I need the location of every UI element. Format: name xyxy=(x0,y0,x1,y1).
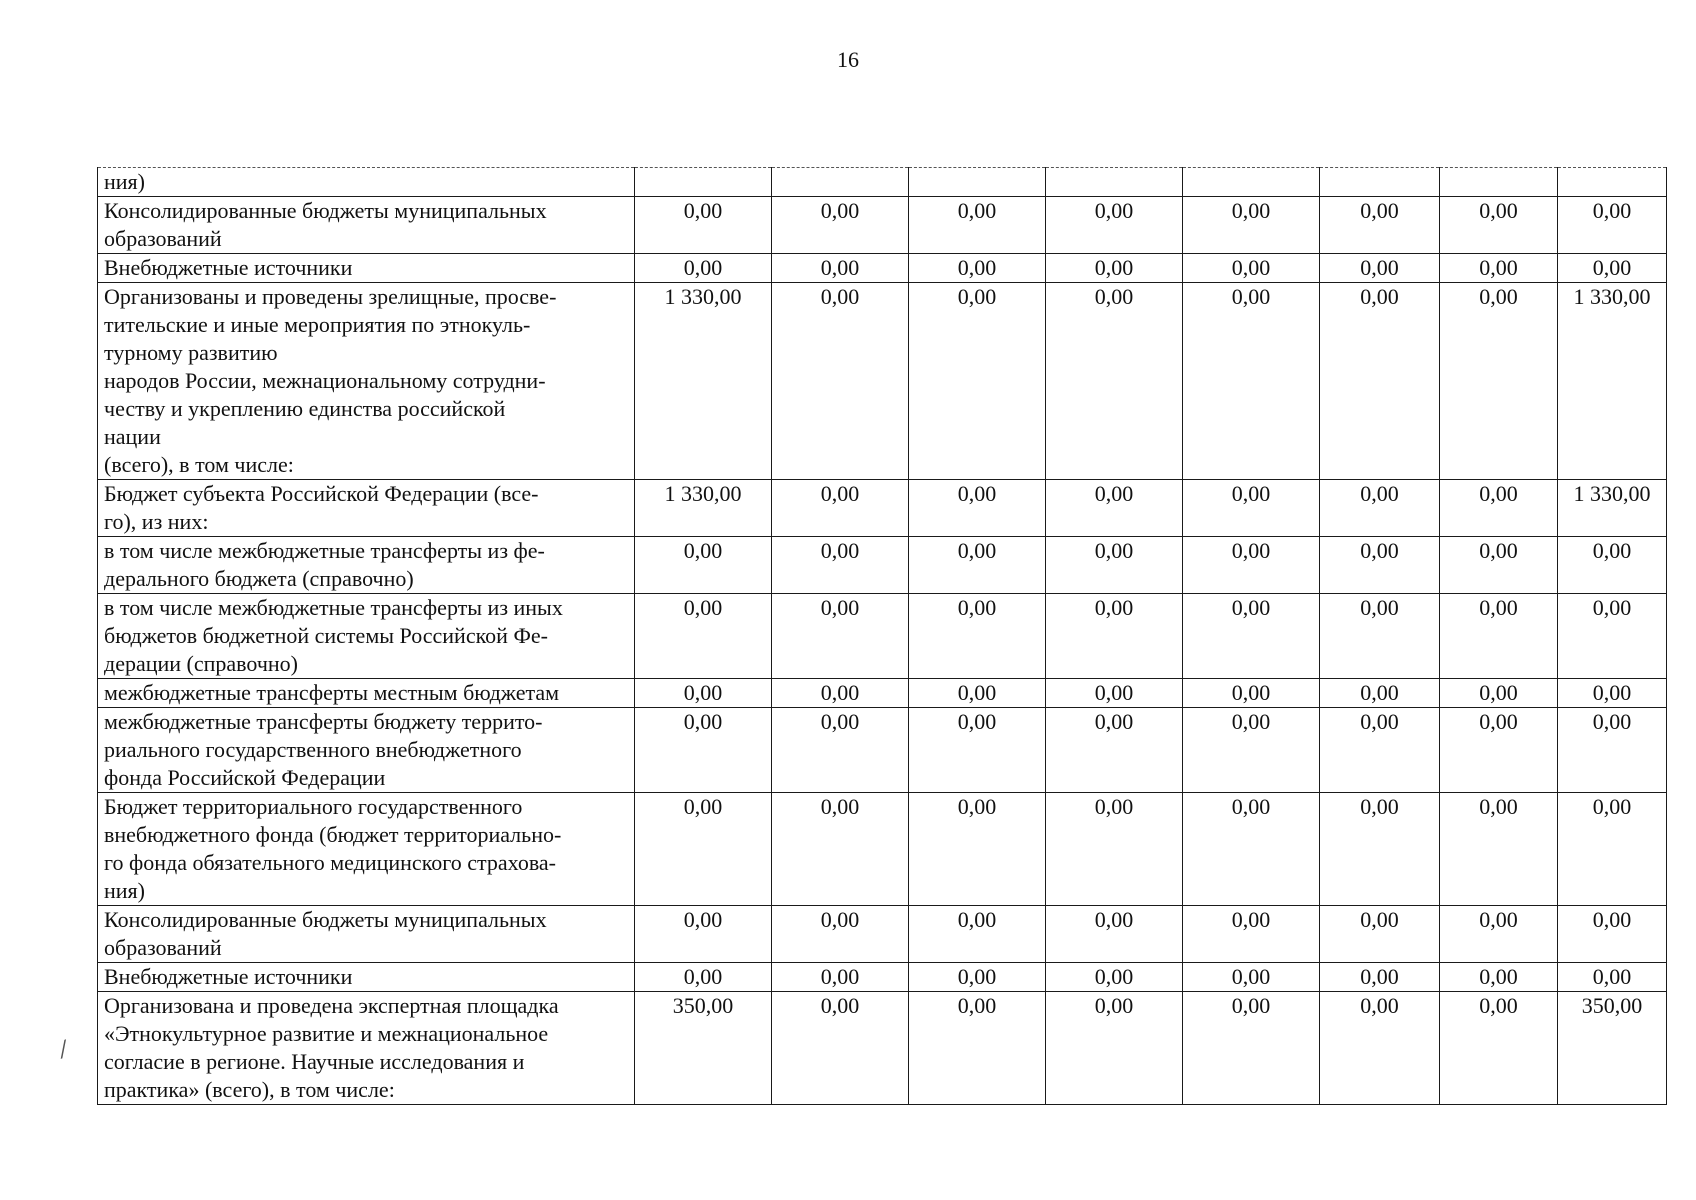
table-row xyxy=(98,679,1667,708)
value-cell: 0,00 xyxy=(1440,963,1558,992)
value-cell: 0,00 xyxy=(1183,679,1320,708)
value-cell: 0,00 xyxy=(635,793,772,906)
row-description xyxy=(98,793,635,906)
value-cell: 0,00 xyxy=(1183,906,1320,963)
value-cell: 0,00 xyxy=(1046,594,1183,679)
value-cell: 0,00 xyxy=(1440,992,1558,1105)
row-description xyxy=(98,906,635,963)
description-line: риального государственного внебюджетного xyxy=(104,737,522,762)
value-cell: 0,00 xyxy=(1320,793,1440,906)
value-cell: 0,00 xyxy=(1320,480,1440,537)
value-cell: 0,00 xyxy=(635,679,772,708)
value-cell: 0,00 xyxy=(772,197,909,254)
value-cell: 0,00 xyxy=(635,963,772,992)
table-row xyxy=(98,906,1667,963)
value-cell xyxy=(1440,168,1558,197)
value-cell: 0,00 xyxy=(1440,283,1558,480)
value-cell: 0,00 xyxy=(1558,197,1667,254)
value-cell: 0,00 xyxy=(635,197,772,254)
value-cell: 1 330,00 xyxy=(635,480,772,537)
value-cell: 0,00 xyxy=(1440,254,1558,283)
description-line: дерации (справочно) xyxy=(104,651,299,676)
description-line: Консолидированные бюджеты муниципальных xyxy=(104,907,547,932)
value-cell: 0,00 xyxy=(1183,283,1320,480)
value-cell: 0,00 xyxy=(1320,594,1440,679)
row-description xyxy=(98,594,635,679)
value-cell: 0,00 xyxy=(909,594,1046,679)
table-row xyxy=(98,197,1667,254)
value-cell: 0,00 xyxy=(909,906,1046,963)
value-cell: 0,00 xyxy=(1320,254,1440,283)
table-row xyxy=(98,480,1667,537)
table-row xyxy=(98,254,1667,283)
value-cell: 0,00 xyxy=(1440,906,1558,963)
value-cell: 0,00 xyxy=(772,480,909,537)
value-cell xyxy=(1320,168,1440,197)
value-cell xyxy=(1183,168,1320,197)
value-cell: 0,00 xyxy=(1558,679,1667,708)
value-cell: 350,00 xyxy=(1558,992,1667,1105)
value-cell: 0,00 xyxy=(909,679,1046,708)
description-line: согласие в регионе. Научные исследования и xyxy=(104,1049,525,1074)
description-line: нации xyxy=(104,424,161,449)
row-description xyxy=(98,254,635,283)
value-cell: 0,00 xyxy=(772,963,909,992)
value-cell: 0,00 xyxy=(1558,906,1667,963)
value-cell xyxy=(1046,168,1183,197)
value-cell: 0,00 xyxy=(1183,992,1320,1105)
value-cell: 0,00 xyxy=(772,537,909,594)
description-line: в том числе межбюджетные трансферты из фе- xyxy=(104,538,545,563)
description-line: Внебюджетные источники xyxy=(104,964,353,989)
value-cell: 0,00 xyxy=(1046,708,1183,793)
description-line: го фонда обязательного медицинского страхова- xyxy=(104,850,557,875)
value-cell: 0,00 xyxy=(909,197,1046,254)
value-cell: 0,00 xyxy=(772,992,909,1105)
table-body xyxy=(98,168,1667,1105)
value-cell: 0,00 xyxy=(635,708,772,793)
value-cell: 0,00 xyxy=(1440,793,1558,906)
value-cell: 0,00 xyxy=(1558,254,1667,283)
description-line: ния) xyxy=(104,169,145,194)
value-cell: 1 330,00 xyxy=(635,283,772,480)
description-line: турному развитию xyxy=(104,340,278,365)
value-cell: 0,00 xyxy=(772,708,909,793)
value-cell: 0,00 xyxy=(1320,963,1440,992)
row-description xyxy=(98,992,635,1105)
description-line: народов России, межнациональному сотрудни- xyxy=(104,368,546,393)
value-cell: 0,00 xyxy=(772,906,909,963)
description-line: межбюджетные трансферты местным бюджетам xyxy=(104,680,560,705)
description-line: дерального бюджета (справочно) xyxy=(104,566,414,591)
description-line: фонда Российской Федерации xyxy=(104,765,386,790)
description-line: (всего), в том числе: xyxy=(104,452,294,477)
value-cell: 0,00 xyxy=(772,793,909,906)
value-cell: 0,00 xyxy=(1046,283,1183,480)
table-row xyxy=(98,283,1667,480)
value-cell: 0,00 xyxy=(1183,537,1320,594)
row-description xyxy=(98,197,635,254)
value-cell: 0,00 xyxy=(772,254,909,283)
description-line: Внебюджетные источники xyxy=(104,255,353,280)
table-row xyxy=(98,992,1667,1105)
value-cell: 0,00 xyxy=(1558,594,1667,679)
budget-table xyxy=(97,167,1667,1105)
value-cell: 0,00 xyxy=(1440,594,1558,679)
value-cell: 0,00 xyxy=(1183,963,1320,992)
row-description xyxy=(98,537,635,594)
value-cell: 0,00 xyxy=(1046,793,1183,906)
row-description xyxy=(98,480,635,537)
description-line: ния) xyxy=(104,878,145,903)
page-number: 16 xyxy=(837,47,859,72)
value-cell: 0,00 xyxy=(1046,992,1183,1105)
value-cell: 0,00 xyxy=(772,283,909,480)
value-cell: 1 330,00 xyxy=(1558,480,1667,537)
description-line: Организована и проведена экспертная площадка xyxy=(104,993,559,1018)
row-description xyxy=(98,963,635,992)
description-line: Бюджет территориального государственного xyxy=(104,794,523,819)
value-cell: 0,00 xyxy=(1046,679,1183,708)
value-cell: 0,00 xyxy=(1320,906,1440,963)
value-cell xyxy=(909,168,1046,197)
value-cell: 0,00 xyxy=(635,537,772,594)
value-cell: 0,00 xyxy=(635,906,772,963)
value-cell: 0,00 xyxy=(1440,708,1558,793)
value-cell: 0,00 xyxy=(909,283,1046,480)
value-cell: 0,00 xyxy=(772,679,909,708)
value-cell: 0,00 xyxy=(1440,197,1558,254)
description-line: внебюджетного фонда (бюджет территориально- xyxy=(104,822,562,847)
value-cell: 0,00 xyxy=(1183,594,1320,679)
value-cell: 0,00 xyxy=(1558,708,1667,793)
value-cell: 0,00 xyxy=(1440,480,1558,537)
value-cell: 0,00 xyxy=(1440,679,1558,708)
description-line: бюджетов бюджетной системы Российской Фе- xyxy=(104,623,548,648)
value-cell: 0,00 xyxy=(1183,480,1320,537)
value-cell: 0,00 xyxy=(909,963,1046,992)
value-cell: 0,00 xyxy=(1320,283,1440,480)
value-cell: 0,00 xyxy=(772,594,909,679)
margin-pencil-mark: ⁄ xyxy=(57,1038,70,1063)
value-cell xyxy=(772,168,909,197)
value-cell: 0,00 xyxy=(909,793,1046,906)
value-cell: 0,00 xyxy=(1183,254,1320,283)
description-line: образований xyxy=(104,935,222,960)
value-cell: 0,00 xyxy=(1046,480,1183,537)
row-description xyxy=(98,283,635,480)
value-cell: 1 330,00 xyxy=(1558,283,1667,480)
value-cell: 0,00 xyxy=(1183,708,1320,793)
value-cell: 0,00 xyxy=(1183,197,1320,254)
description-line: честву и укреплению единства российской xyxy=(104,396,506,421)
value-cell: 350,00 xyxy=(635,992,772,1105)
value-cell: 0,00 xyxy=(1046,906,1183,963)
description-line: Бюджет субъекта Российской Федерации (все- xyxy=(104,481,539,506)
table-row xyxy=(98,793,1667,906)
value-cell: 0,00 xyxy=(909,537,1046,594)
value-cell: 0,00 xyxy=(1558,963,1667,992)
row-description xyxy=(98,168,635,197)
value-cell: 0,00 xyxy=(909,480,1046,537)
value-cell: 0,00 xyxy=(1320,708,1440,793)
value-cell: 0,00 xyxy=(1320,992,1440,1105)
value-cell: 0,00 xyxy=(1046,254,1183,283)
value-cell: 0,00 xyxy=(1046,537,1183,594)
table-row xyxy=(98,537,1667,594)
value-cell: 0,00 xyxy=(909,708,1046,793)
table-row xyxy=(98,963,1667,992)
description-line: межбюджетные трансферты бюджету террито- xyxy=(104,709,543,734)
value-cell: 0,00 xyxy=(1320,679,1440,708)
value-cell: 0,00 xyxy=(635,594,772,679)
value-cell: 0,00 xyxy=(909,992,1046,1105)
value-cell: 0,00 xyxy=(1558,537,1667,594)
value-cell: 0,00 xyxy=(635,254,772,283)
description-line: образований xyxy=(104,226,222,251)
row-description xyxy=(98,708,635,793)
value-cell: 0,00 xyxy=(1320,197,1440,254)
description-line: «Этнокультурное развитие и межнациональное xyxy=(104,1021,549,1046)
table-row xyxy=(98,594,1667,679)
value-cell: 0,00 xyxy=(1440,537,1558,594)
description-line: Консолидированные бюджеты муниципальных xyxy=(104,198,547,223)
value-cell: 0,00 xyxy=(1046,197,1183,254)
table-row xyxy=(98,708,1667,793)
description-line: практика» (всего), в том числе: xyxy=(104,1077,395,1102)
value-cell: 0,00 xyxy=(1558,793,1667,906)
value-cell xyxy=(635,168,772,197)
description-line: в том числе межбюджетные трансферты из иных xyxy=(104,595,563,620)
description-line: Организованы и проведены зрелищные, просве- xyxy=(104,284,557,309)
value-cell: 0,00 xyxy=(1320,537,1440,594)
value-cell: 0,00 xyxy=(1046,963,1183,992)
row-description xyxy=(98,679,635,708)
value-cell: 0,00 xyxy=(909,254,1046,283)
table-row xyxy=(98,168,1667,197)
value-cell: 0,00 xyxy=(1183,793,1320,906)
description-line: го), из них: xyxy=(104,509,209,534)
description-line: тительские и иные мероприятия по этнокуль- xyxy=(104,312,531,337)
value-cell xyxy=(1558,168,1667,197)
